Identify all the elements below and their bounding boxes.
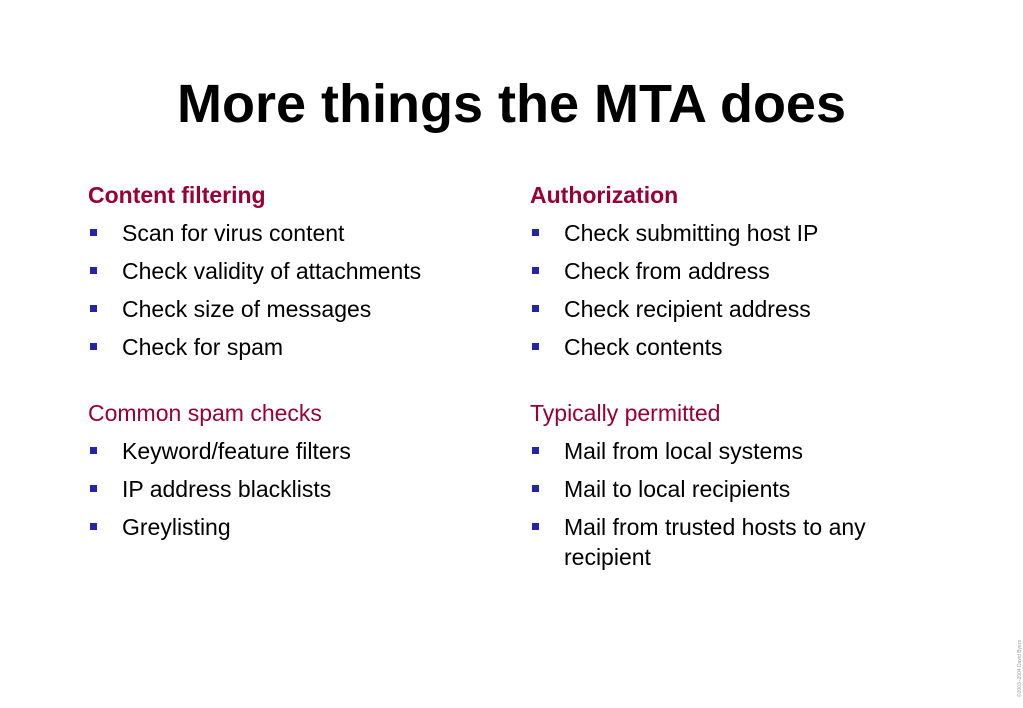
square-bullet-icon: [90, 343, 97, 350]
square-bullet-icon: [90, 267, 97, 274]
square-bullet-icon: [532, 447, 539, 454]
list-item-text: Check recipient address: [564, 296, 811, 322]
slide-title: More things the MTA does: [177, 74, 846, 134]
list-item-text: Check from address: [564, 258, 770, 284]
square-bullet-icon: [532, 267, 539, 274]
content-filtering-list: [88, 218, 498, 362]
square-bullet-icon: [532, 229, 539, 236]
content-filtering-section: [88, 180, 498, 362]
square-bullet-icon: [90, 447, 97, 454]
square-bullet-icon: [532, 485, 539, 492]
square-bullet-icon: [90, 523, 97, 530]
list-item-text: Mail from local systems: [564, 438, 803, 464]
list-item-text: Check submitting host IP: [564, 220, 819, 246]
list-item: [88, 294, 498, 324]
list-item-text: IP address blacklists: [122, 476, 332, 502]
square-bullet-icon: [90, 485, 97, 492]
square-bullet-icon: [532, 305, 539, 312]
list-item: [530, 294, 940, 324]
list-item-text: Scan for virus content: [122, 220, 345, 246]
copyright-notice: ©2003–2004 David Byers: [1017, 640, 1023, 698]
list-item: [88, 474, 498, 504]
typically-permitted-list: [530, 436, 940, 572]
typically-permitted-heading: Typically permitted: [530, 400, 721, 426]
square-bullet-icon: [90, 305, 97, 312]
common-spam-checks-heading: Common spam checks: [88, 400, 322, 426]
authorization-heading: Authorization: [530, 182, 679, 208]
list-item: [88, 332, 498, 362]
typically-permitted-section: [530, 398, 940, 572]
list-item: [88, 256, 498, 286]
common-spam-checks-section: [88, 398, 498, 542]
list-item: [530, 218, 940, 248]
list-item-text: Mail from trusted hosts to any recipient: [564, 514, 866, 570]
list-item-text: Keyword/feature filters: [122, 438, 351, 464]
list-item-text: Check validity of attachments: [122, 258, 422, 284]
square-bullet-icon: [90, 229, 97, 236]
list-item: [88, 512, 498, 542]
list-item: [88, 218, 498, 248]
right-column: [530, 180, 940, 608]
list-item: [530, 332, 940, 362]
list-item-text: Check contents: [564, 334, 723, 360]
left-column: [88, 180, 498, 578]
list-item: [88, 436, 498, 466]
list-item-text: Check size of messages: [122, 296, 372, 322]
square-bullet-icon: [532, 343, 539, 350]
list-item: [530, 474, 940, 504]
authorization-section: [530, 180, 940, 362]
list-item: [530, 256, 940, 286]
square-bullet-icon: [532, 523, 539, 530]
list-item: [530, 436, 940, 466]
list-item-text: Check for spam: [122, 334, 284, 360]
authorization-list: [530, 218, 940, 362]
list-item-text: Mail to local recipients: [564, 476, 791, 502]
content-filtering-heading: Content filtering: [88, 182, 266, 208]
common-spam-checks-list: [88, 436, 498, 542]
list-item-text: Greylisting: [122, 514, 231, 540]
list-item: [530, 512, 940, 572]
